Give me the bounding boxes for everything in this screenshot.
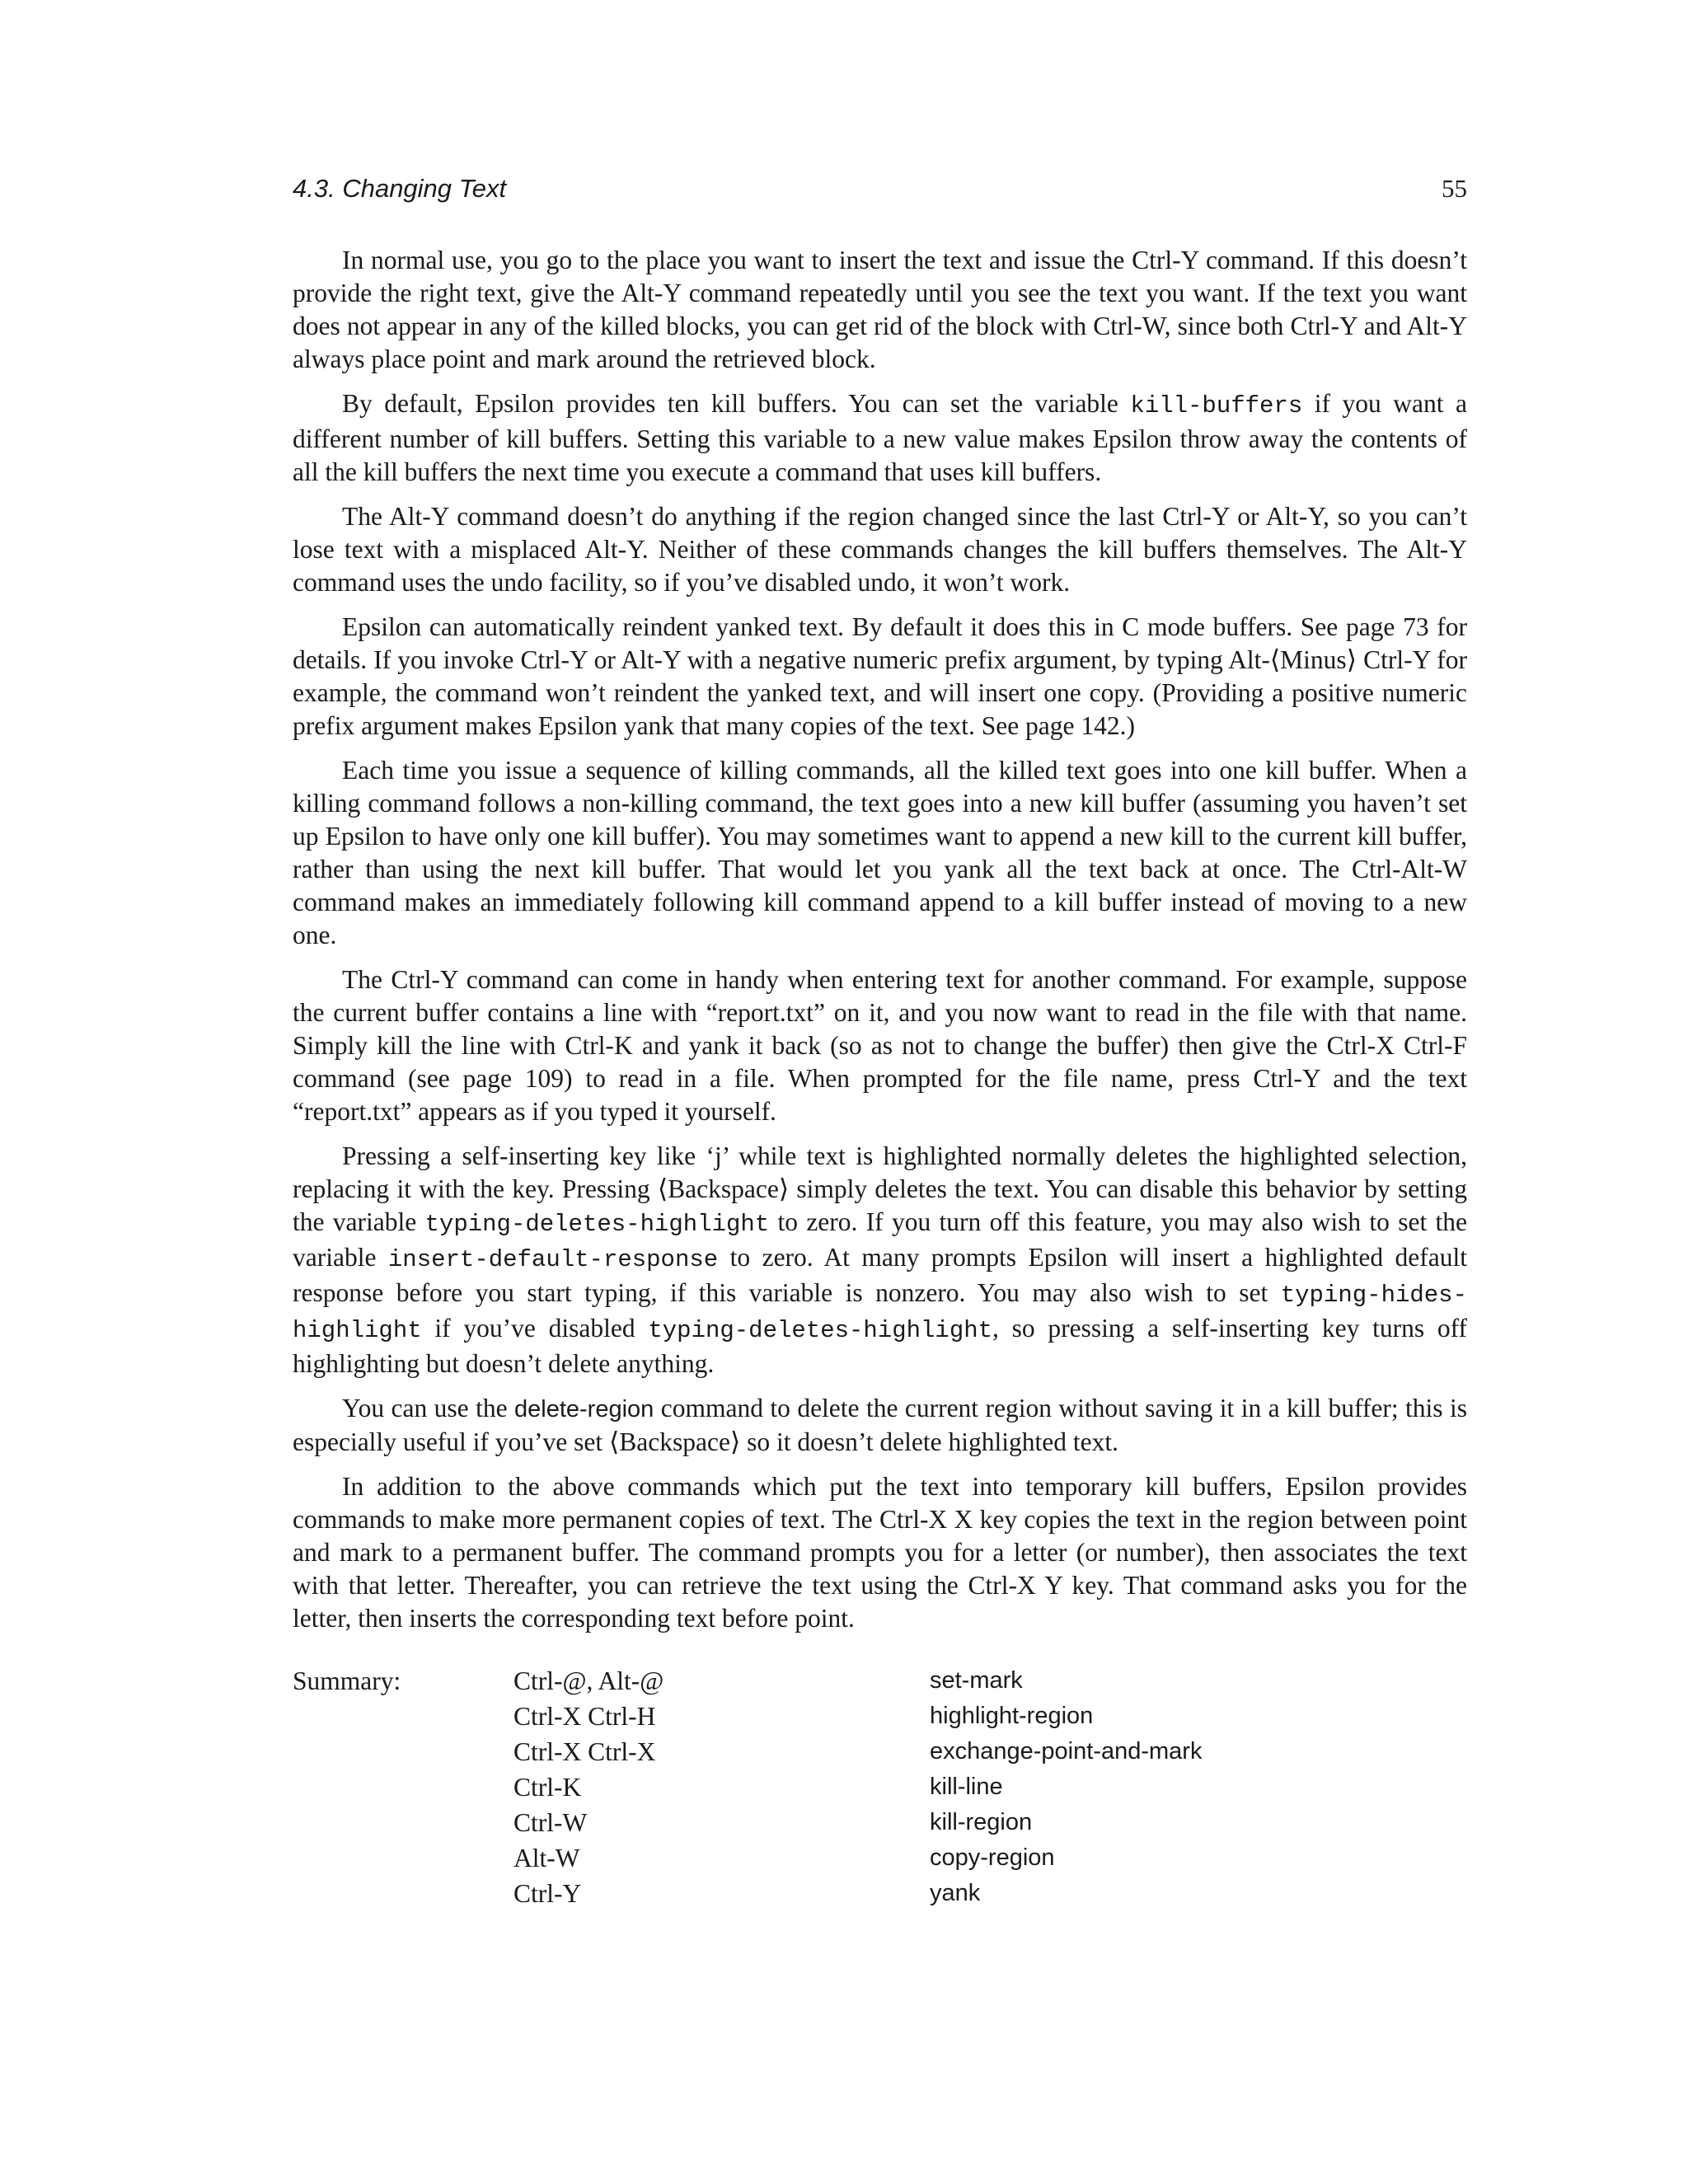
paragraph-text: , so pressing a self-inserting key turns off highlighting but doesn’t delete anything.	[293, 1314, 1468, 1378]
command-name: yank	[930, 1880, 981, 1906]
paragraph	[293, 963, 1467, 1128]
paragraph	[293, 611, 1467, 743]
summary-row	[293, 1876, 1467, 1911]
document-page	[293, 0, 1467, 2184]
paragraph	[293, 1392, 1467, 1459]
page-number: 55	[1442, 174, 1467, 203]
summary-label: Summary:	[293, 1666, 401, 1695]
paragraph-text: In normal use, you go to the place you want to insert the text and issue the Ctrl-Y command. If this doesn’t provide the right text, give the Alt-Y command repeatedly until you see the text you want. If the text you want does not appear in any of the killed blocks, you can get rid of the block with Ctrl-W, since both Ctrl-Y and Alt-Y always place point and mark around the retrieved block.	[293, 246, 1467, 373]
command-name: highlight-region	[930, 1703, 1094, 1729]
paragraph-text: to zero. If you turn off this feature, you may also wish to set the variable	[293, 1207, 1467, 1272]
key-binding: Ctrl-W	[513, 1808, 588, 1837]
paragraph	[293, 387, 1467, 489]
summary-row	[293, 1734, 1467, 1769]
key-binding: Ctrl-@, Alt-@	[513, 1666, 664, 1695]
paragraph-text: Epsilon can automatically reindent yanked text. By default it does this in C mode buffers. See page 73 for details. If you invoke Ctrl-Y or Alt-Y with a negative numeric prefix argument, by typing Alt-⟨Minus⟩ Ctrl-Y for example, the command won’t reindent the yanked text, and will insert one copy. (Providing a positive numeric prefix argument makes Epsilon yank that many copies of the text. See page 142.)	[293, 612, 1467, 740]
summary-row	[293, 1840, 1467, 1876]
summary-row	[293, 1663, 1467, 1699]
paragraph-text: The Alt-Y command doesn’t do anything if the region changed since the last Ctrl-Y or Alt-Y, so you can’t lose text with a misplaced Alt-Y. Neither of these commands changes the kill buffers themselves. The Alt-Y command uses the undo facility, so if you’ve disabled undo, it won’t work.	[293, 502, 1467, 597]
paragraph-text: The Ctrl-Y command can come in handy when entering text for another command. For example, suppose the current buffer contains a line with “report.txt” on it, and you now want to read in the file with that name. Simply kill the line with Ctrl-K and yank it back (so as not to change the buffer) then give the Ctrl-X Ctrl-F command (see page 109) to read in a file. When prompted for the file name, press Ctrl-Y and the text “report.txt” appears as if you typed it yourself.	[293, 965, 1467, 1126]
paragraph-text: You can use the	[342, 1394, 515, 1422]
paragraph-text: By default, Epsilon provides ten kill buffers. You can set the variable	[342, 389, 1131, 418]
paragraph	[293, 754, 1467, 952]
running-header	[293, 171, 1467, 207]
command-name: exchange-point-and-mark	[930, 1738, 1203, 1765]
paragraph-text: if you want a different number of kill buffers. Setting this variable to a new value makes Epsilon throw away the contents of all the kill buffers the next time you execute a command that uses kill buffers.	[293, 389, 1467, 486]
variable-name: insert-default-response	[387, 1246, 719, 1273]
paragraph-text: Each time you issue a sequence of killing commands, all the killed text goes into one kill buffer. When a killing command follows a non-killing command, the text goes into a new kill buffer (assuming you haven’t set up Epsilon to have only one kill buffer). You may sometimes want to append a new kill to the current kill buffer, rather than using the next kill buffer. That would let you yank all the text back at once. The Ctrl-Alt-W command makes an immediately following kill command append to a kill buffer instead of moving to a new one.	[293, 756, 1467, 949]
variable-name: typing-deletes-highlight	[424, 1211, 770, 1238]
key-binding: Alt-W	[513, 1844, 580, 1872]
paragraph-text: to zero. At many prompts Epsilon will insert a highlighted default response before you start typing, if this variable is nonzero. You may also wish to set	[293, 1243, 1467, 1307]
key-binding: Ctrl-K	[513, 1773, 582, 1802]
paragraph	[293, 500, 1467, 599]
paragraph-text: command to delete the current region without saving it in a kill buffer; this is especially useful if you’ve set ⟨Backspace⟩ so it doesn’t delete highlighted text.	[293, 1394, 1467, 1456]
paragraph-text: In addition to the above commands which put the text into temporary kill buffers, Epsilon provides commands to make more permanent copies of text. The Ctrl-X X key copies the text in the region between point and mark to a permanent buffer. The command prompts you for a letter (or number), then associates the text with that letter. Thereafter, you can retrieve the text using the Ctrl-X Y key. That command asks you for the letter, then inserts the corresponding text before point.	[293, 1472, 1467, 1633]
variable-name: typing-hides-highlight	[293, 1282, 1467, 1344]
command-name: kill-line	[930, 1774, 1003, 1800]
variable-name: kill-buffers	[1130, 392, 1303, 419]
paragraph	[293, 1470, 1467, 1635]
paragraph-text: if you’ve disabled	[421, 1314, 649, 1343]
command-name: delete-region	[514, 1396, 654, 1422]
summary-row	[293, 1769, 1467, 1805]
command-name: kill-region	[930, 1809, 1033, 1835]
command-name: copy-region	[930, 1844, 1055, 1871]
body-text	[293, 244, 1467, 1647]
paragraph	[293, 1140, 1467, 1380]
key-binding: Ctrl-X Ctrl-H	[513, 1702, 656, 1731]
section-title: 4.3. Changing Text	[293, 174, 507, 203]
paragraph-text: Pressing a self-inserting key like ‘j’ while text is highlighted normally deletes the highlighted selection, replacing it with the key. Pressing ⟨Backspace⟩ simply deletes the text. You can disable this behavior by setting the variable	[293, 1141, 1467, 1236]
key-binding: Ctrl-Y	[513, 1879, 582, 1908]
key-binding: Ctrl-X Ctrl-X	[513, 1737, 656, 1766]
paragraph	[293, 244, 1467, 376]
command-name: set-mark	[930, 1667, 1023, 1694]
variable-name: typing-deletes-highlight	[648, 1317, 993, 1344]
summary-row	[293, 1699, 1467, 1734]
summary-row	[293, 1805, 1467, 1840]
